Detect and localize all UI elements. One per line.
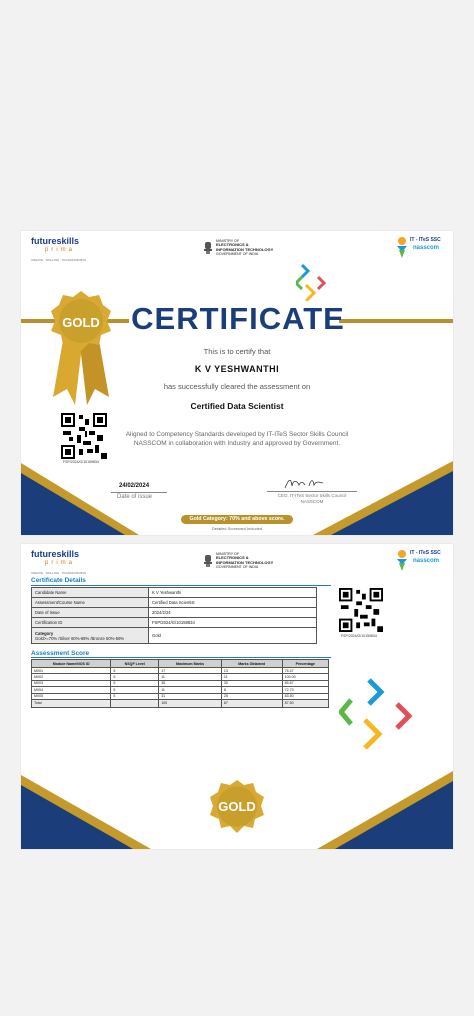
details-row: [32, 618, 317, 628]
score-cell: 100.00: [282, 674, 328, 680]
ministry-line3: INFORMATION TECHNOLOGY: [216, 559, 274, 565]
score-cell: 30: [221, 680, 282, 686]
details-row: [32, 588, 317, 598]
details-key: [32, 628, 149, 644]
score-header: Marks Obtained: [221, 660, 282, 668]
nasscom-label: nasscom: [413, 558, 440, 564]
national-emblem-icon: [203, 241, 213, 255]
ssc-label: IT - ITeS SSC: [410, 237, 441, 243]
score-cell: 5: [111, 693, 159, 699]
score-cell: M001: [32, 668, 111, 674]
ministry-line1: MINISTRY OF: [216, 552, 240, 556]
details-value: 2024/2/24: [149, 608, 317, 618]
details-heading: Certificate Details: [31, 577, 86, 584]
score-cell: 17: [159, 668, 222, 674]
score-cell: M004: [32, 687, 111, 693]
signature-rule: [267, 491, 357, 492]
category-label: Category: [35, 630, 54, 636]
gold-rule-right: [339, 319, 453, 323]
brand-sub: prima: [45, 247, 76, 253]
score-cell: [111, 699, 159, 707]
qr-code: [339, 588, 383, 632]
nasscom-ssc-logo: [395, 234, 445, 262]
score-cell: 85.67: [282, 680, 328, 686]
date-rule: [111, 492, 167, 493]
score-header-row: [32, 660, 329, 668]
score-cell: 8: [221, 687, 282, 693]
nasscom-label: nasscom: [413, 245, 440, 251]
score-cell: 5: [111, 680, 159, 686]
ministry-line1: MINISTRY OF: [216, 239, 240, 243]
ministry-line4: GOVERNMENT OF INDIA: [216, 564, 259, 569]
medal-icon: [49, 289, 113, 409]
details-table: [31, 587, 317, 644]
score-heading: Assessment Score: [31, 650, 90, 657]
score-cell: 87: [221, 699, 282, 707]
score-cell: 76.47: [282, 668, 328, 674]
ministry-line2: ELECTRONICS &: [216, 555, 249, 561]
certificate-page: [21, 231, 453, 535]
category-legend: Gold>=70% /Silver 60%-69% /Bronze 50%-59%: [35, 635, 125, 641]
score-header: Percentage: [282, 660, 328, 668]
score-cell: 13: [221, 668, 282, 674]
details-row: [32, 628, 317, 644]
ministry-line3: INFORMATION TECHNOLOGY: [216, 246, 274, 252]
scorecard-page: [21, 544, 453, 849]
score-cell: M003: [32, 680, 111, 686]
chevrons-decoration-icon: [296, 263, 334, 301]
score-total-row: [32, 699, 329, 707]
details-value: FSP/2024/G/10159834: [149, 618, 317, 628]
ministry-logo: [203, 239, 273, 256]
futureskills-logo: [31, 550, 86, 578]
details-value: Gold: [149, 628, 317, 644]
chevrons-decoration-icon: [339, 676, 415, 756]
aligned-line-1: Aligned to Competency Standards developed by IT-ITeS Sector Skills Council: [125, 431, 349, 438]
score-cell: 11: [159, 674, 222, 680]
ministry-line4: GOVERNMENT OF INDIA: [216, 251, 259, 256]
score-cell: 72.73: [282, 687, 328, 693]
details-key: Certification ID: [32, 618, 149, 628]
details-row: [32, 598, 317, 608]
issue-date: 24/02/2024: [119, 483, 150, 489]
brand-name: futureskills: [31, 549, 80, 559]
score-cell: 11: [221, 674, 282, 680]
cleared-text: has successfully cleared the assessment on: [163, 382, 311, 391]
score-cell: 5: [111, 674, 159, 680]
signatory-title: CEO, IT-ITeS Sector Skills Council: [277, 493, 347, 498]
score-header: Maximum Marks: [159, 660, 222, 668]
details-rule: [31, 585, 331, 586]
score-table: [31, 659, 329, 708]
brand-tagline: CREATE · SKILLING · TRANSFORMING: [31, 571, 87, 575]
brand-sub: prima: [45, 560, 76, 566]
signatory-org: NASSCOM: [300, 499, 324, 504]
signatory: [257, 493, 367, 505]
score-cell: 25: [221, 693, 282, 699]
candidate-name: K V YESHWANTHI: [194, 364, 280, 374]
medal-label: GOLD: [62, 315, 100, 330]
details-key: Date of Issue: [32, 608, 149, 618]
score-cell: 105: [159, 699, 222, 707]
details-value: K V Yeshwanthi: [149, 588, 317, 598]
score-cell: M002: [32, 674, 111, 680]
issue-date-label: Date of issue: [117, 494, 153, 500]
score-cell: 11: [159, 687, 222, 693]
ministry-logo: [203, 552, 273, 569]
score-cell: 35: [159, 680, 222, 686]
score-rule: [31, 657, 331, 658]
futureskills-logo: [31, 237, 86, 265]
details-value: Certified Data Scientist: [149, 598, 317, 608]
score-header: NSQF Level: [111, 660, 159, 668]
aligned-line-2: NASSCOM in collaboration with Industry and approved by Government.: [133, 439, 341, 447]
course-name: Certified Data Scientist: [190, 401, 284, 411]
details-key: Candidate Name: [32, 588, 149, 598]
details-key: Assessment/Course Name: [32, 598, 149, 608]
qr-id: FSP/2024/G/10159834: [341, 634, 377, 638]
ssc-figure-icon: [395, 236, 409, 260]
brand-name: futureskills: [31, 236, 80, 246]
score-cell: 5: [111, 687, 159, 693]
gold-medal: [49, 289, 113, 409]
medal-label: GOLD: [218, 799, 256, 814]
score-cell: 5: [111, 668, 159, 674]
score-cell: 87.50: [282, 699, 328, 707]
brand-tagline: CREATE · SKILLING · TRANSFORMING: [31, 258, 87, 262]
ssc-label: IT - ITeS SSC: [410, 550, 441, 556]
score-cell: M005: [32, 693, 111, 699]
national-emblem-icon: [203, 554, 213, 568]
score-cell: 83.50: [282, 693, 328, 699]
gold-category-badge: Gold Category: 70% and above score.: [181, 515, 293, 524]
score-header: Module Name/NOS ID: [32, 660, 111, 668]
signature-icon: [283, 476, 327, 490]
ssc-figure-icon: [395, 549, 409, 573]
certificate-title: CERTIFICATE: [131, 301, 345, 336]
nasscom-ssc-logo: [395, 547, 445, 575]
score-cell: 31: [159, 693, 222, 699]
score-cell: Total: [32, 699, 111, 707]
gold-medal: [207, 779, 267, 835]
ministry-line2: ELECTRONICS &: [216, 242, 249, 248]
certify-text: This is to certify that: [203, 347, 271, 356]
qr-id: FSP/2024/G/10159834: [63, 460, 99, 464]
details-row: [32, 608, 317, 618]
scorecard-note: Detailed Scorecard Included: [211, 526, 263, 531]
